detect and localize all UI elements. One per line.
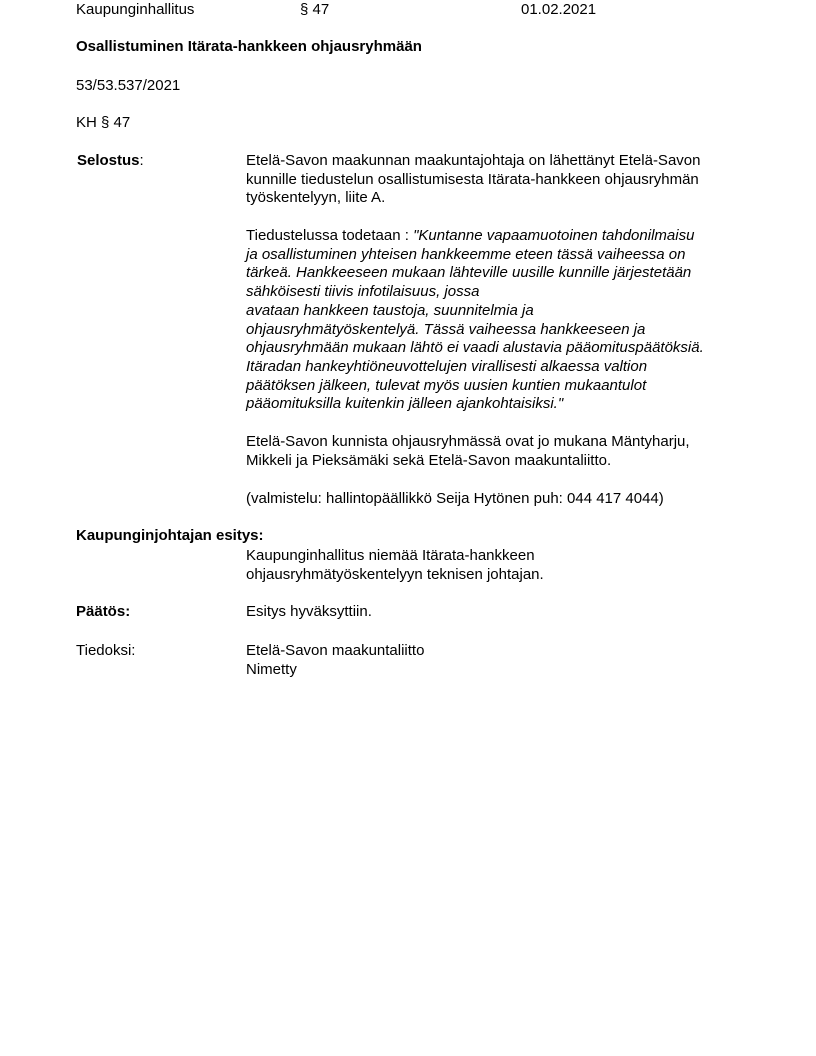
quote-lead: Tiedustelussa todetaan : bbox=[246, 227, 414, 244]
header-section: § 47 bbox=[300, 1, 330, 18]
quote-line: tärkeä. Hankkeeseen mukaan lähteville uusille kunnille järjestetään bbox=[246, 264, 692, 282]
header-organ: Kaupunginhallitus bbox=[76, 1, 195, 18]
quote-line: Itäradan hankeyhtiöneuvottelujen virallisesti alkaessa valtion bbox=[246, 357, 648, 375]
quote-line: ohjausryhmätyöskentelyä. Tässä vaiheessa hankkeeseen ja bbox=[246, 320, 646, 338]
proposal-text bbox=[246, 547, 746, 584]
selostus-para-3 bbox=[246, 433, 746, 470]
notice-recipients bbox=[246, 642, 746, 679]
quote-line: päätöksen jälkeen, tulevat myös uusien kuntien mukaantulot bbox=[246, 376, 647, 394]
quote-line: ohjausryhmään mukaan lähtö ei vaadi alustavia pääomituspäätöksiä. bbox=[246, 339, 704, 357]
text-line: työskentelyyn, liite A. bbox=[246, 189, 386, 207]
quote-line: ja osallistuminen yhteisen hankkeemme eteen tässä vaiheessa on bbox=[246, 245, 686, 263]
text-line bbox=[246, 227, 746, 246]
diary-number: 53/53.537/2021 bbox=[76, 77, 181, 94]
header-date: 01.02.2021 bbox=[521, 1, 597, 18]
decision-text: Esitys hyväksyttiin. bbox=[246, 603, 372, 620]
text-line: kunnille tiedustelun osallistumisesta Itärata-hankkeen ohjausryhmän bbox=[246, 170, 699, 188]
text-line: (valmistelu: hallintopäällikkö Seija Hytönen puh: 044 417 4044) bbox=[246, 490, 664, 507]
selostus-para-2 bbox=[246, 227, 746, 414]
quote-line: sähköisesti tiivis infotilaisuus, jossa bbox=[246, 283, 480, 301]
selostus-label: Selostus bbox=[77, 152, 140, 169]
selostus-colon: : bbox=[139, 152, 144, 169]
text-line: Kaupunginhallitus niemää Itärata-hankkeen bbox=[246, 547, 535, 564]
quote-line: pääomituksilla kuitenkin jälleen ajankohtaisiksi." bbox=[246, 395, 564, 413]
text-line: Nimetty bbox=[246, 660, 297, 678]
text-line: Etelä-Savon kunnista ohjausryhmässä ovat jo mukana Mäntyharju, bbox=[246, 433, 690, 450]
proposal-label: Kaupunginjohtajan esitys: bbox=[76, 527, 264, 544]
selostus-para-1 bbox=[246, 152, 746, 208]
kh-reference: KH § 47 bbox=[76, 114, 131, 131]
text-line: Etelä-Savon maakunnan maakuntajohtaja on lähettänyt Etelä-Savon bbox=[246, 152, 701, 169]
decision-label: Päätös: bbox=[76, 603, 131, 620]
quote-line: avataan hankkeen taustoja, suunnitelmia ja bbox=[246, 301, 534, 319]
text-line: Mikkeli ja Pieksämäki sekä Etelä-Savon maakuntaliitto. bbox=[246, 451, 612, 469]
text-line: Etelä-Savon maakuntaliitto bbox=[246, 642, 425, 659]
quote-start: "Kuntanne vapaamuotoinen tahdonilmaisu bbox=[413, 227, 695, 244]
document-title: Osallistuminen Itärata-hankkeen ohjausryhmään bbox=[76, 38, 422, 55]
notice-label: Tiedoksi: bbox=[76, 642, 136, 659]
text-line: ohjausryhmätyöskentelyyn teknisen johtajan. bbox=[246, 565, 544, 583]
selostus-heading bbox=[77, 152, 144, 170]
preparer-note bbox=[246, 490, 746, 509]
